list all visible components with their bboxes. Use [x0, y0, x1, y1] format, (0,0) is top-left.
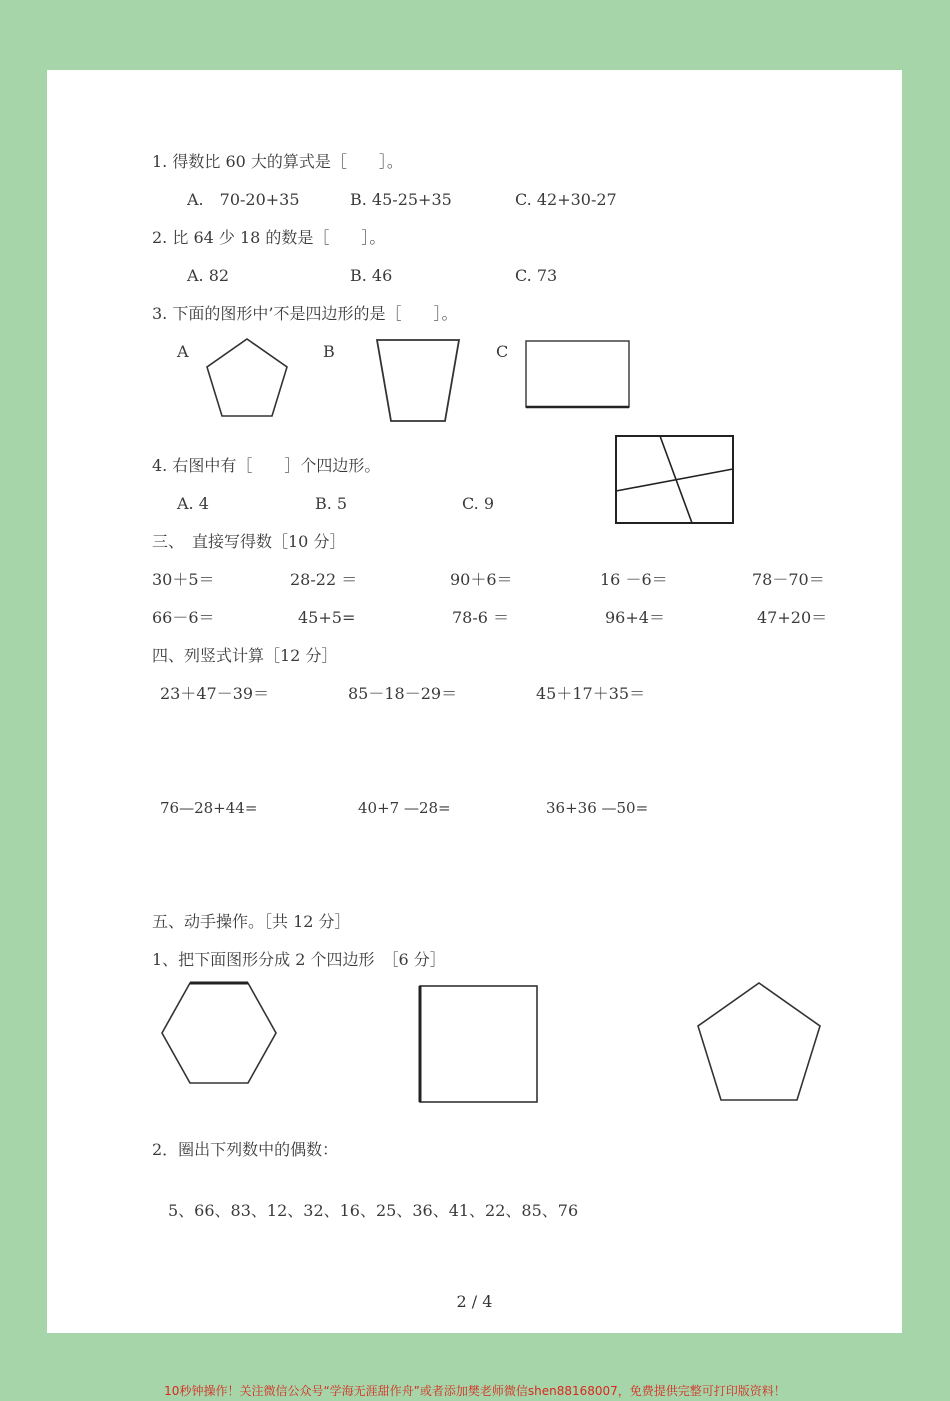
trapezoid-shape-b	[375, 338, 461, 424]
q4-option-a: A. 4	[177, 494, 209, 513]
task1-instruction: 1、把下面图形分成 2 个四边形 ［6 分］	[152, 950, 446, 969]
calc-row1-item2: 28-22 ＝	[290, 570, 358, 589]
section5-title: 五、动手操作。［共 12 分］	[152, 912, 351, 931]
q3-label-c: C	[496, 342, 509, 361]
vertical-calc-4: 76—28+44=	[160, 799, 258, 817]
calc-row2-item3: 78-6 ＝	[452, 608, 510, 627]
section4-title: 四、列竖式计算［12 分］	[152, 646, 338, 665]
task2-instruction: 2．圈出下列数中的偶数：	[152, 1140, 339, 1159]
pentagon-shape-a	[202, 335, 292, 420]
q3-label-a: A	[177, 342, 189, 361]
vertical-calc-1: 23＋47－39＝	[160, 684, 270, 703]
q3-label-b: B	[323, 342, 335, 361]
square-shape	[418, 984, 540, 1104]
section3-title: 三、 直接写得数［10 分］	[152, 532, 346, 551]
q1-option-b: B. 45-25+35	[350, 190, 452, 209]
number-list: 5、66、83、12、32、16、25、36、41、22、85、76	[168, 1201, 579, 1220]
hexagon-shape	[159, 980, 279, 1086]
q4-option-b: B. 5	[315, 494, 348, 513]
q2-stem: 2. 比 64 少 18 的数是［ ］。	[152, 228, 386, 247]
vertical-calc-3: 45＋17＋35＝	[536, 684, 646, 703]
q1-option-a: A. 70-20+35	[187, 190, 300, 209]
calc-row1-item3: 90＋6＝	[450, 570, 513, 589]
q2-option-b: B. 46	[350, 266, 393, 285]
q4-stem: 4. 右图中有［ ］个四边形。	[152, 456, 381, 475]
q3-stem: 3. 下面的图形中’不是四边形的是［ ］。	[152, 304, 458, 323]
page-number: 2 / 4	[456, 1292, 493, 1311]
promo-footer: 10秒钟操作！关注微信公众号“学海无涯甜作舟”或者添加樊老师微信shen88168007，免费提供完整可打印版资料！	[164, 1384, 786, 1398]
pentagon-shape	[695, 980, 823, 1103]
vertical-calc-2: 85－18－29＝	[348, 684, 458, 703]
rectangle-shape-c	[525, 340, 631, 410]
q1-stem: 1. 得数比 60 大的算式是［ ］。	[152, 152, 403, 171]
calc-row1-item5: 78－70＝	[752, 570, 825, 589]
vertical-calc-5: 40+7 —28=	[358, 799, 451, 817]
q2-option-c: C. 73	[515, 266, 558, 285]
calc-row2-item5: 47+20＝	[757, 608, 828, 627]
calc-row1-item1: 30＋5＝	[152, 570, 215, 589]
q2-option-a: A. 82	[187, 266, 230, 285]
q4-option-c: C. 9	[462, 494, 495, 513]
calc-row2-item2: 45+5=	[298, 608, 356, 627]
calc-row1-item4: 16 －6＝	[600, 570, 668, 589]
worksheet-page	[47, 70, 902, 1333]
calc-row2-item1: 66－6＝	[152, 608, 215, 627]
vertical-calc-6: 36+36 —50=	[546, 799, 649, 817]
calc-row2-item4: 96+4＝	[605, 608, 665, 627]
q1-option-c: C. 42+30-27	[515, 190, 617, 209]
divided-rectangle-figure	[615, 435, 735, 527]
